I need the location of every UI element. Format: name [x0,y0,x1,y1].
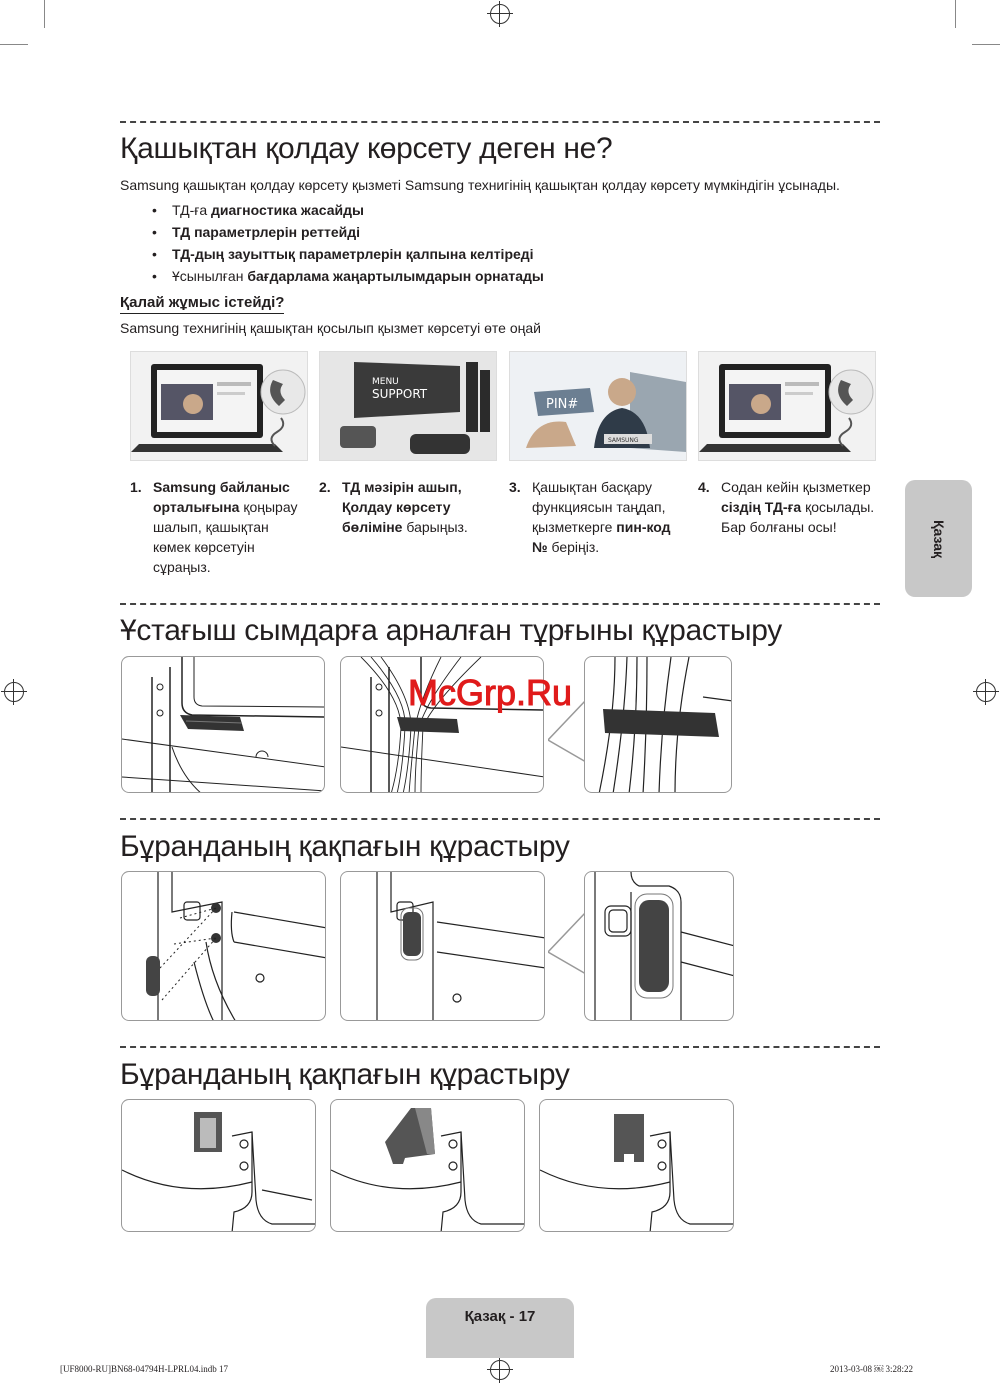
step-4 [698,477,876,577]
zoom-callout [548,912,588,976]
diagram-cable-holder-1 [121,656,325,793]
watermark: McGrp.Ru [408,672,573,713]
date-info: 2013-03-08 ￼ 3:28:22 [830,1364,913,1374]
feature-list-item: • ТД параметрлерін реттейді [152,221,544,243]
language-side-tab [905,480,972,597]
diagram-screw-cover-2 [340,871,545,1021]
page-number-tab [426,1298,574,1358]
feature-list-item: • Ұсынылған бағдарлама жаңартылымдарын орнатады [152,265,544,287]
step-2 [319,477,497,577]
side-tab-label: Қазақ [930,519,947,558]
registration-mark-right [976,682,996,702]
page-number: Қазақ - 17 [464,1308,536,1325]
crop-mark [955,0,956,28]
crop-mark [0,44,28,45]
section-title-remote-support: Қашықтан қолдау көрсету деген не? [120,132,613,165]
diagram-stand-cover-3 [539,1099,734,1232]
step-3 [509,477,687,577]
diagram-screw-cover-zoom [584,871,734,1021]
step-text: Қашықтан басқару функциясын таңдап, қызметкерге пин-код № беріңіз. [532,479,671,555]
registration-mark-bottom [490,1360,510,1380]
step-number: 1. [130,479,142,495]
photo-laptop-phone-connected [698,351,876,461]
crop-mark [972,44,1000,45]
step-text: Содан кейін қызметкер сіздің ТД-ға қосылады. Бар болғаны осы! [721,479,875,535]
photo-laptop-phone [130,351,308,461]
bullet-icon: • [152,224,157,240]
bullet-icon: • [152,246,157,262]
section-title-cable-holder: Ұстағыш сымдарға арналған тұрғыны құрастыру [120,614,782,647]
registration-mark-left [4,682,24,702]
diagram-cable-holder-zoom [584,656,732,793]
section-title-screw-cover-1: Бұранданың қақпағын құрастыру [120,830,570,863]
support-label: SUPPORT [372,387,428,401]
section-divider [120,1046,880,1048]
step-number: 2. [319,479,331,495]
crop-mark [44,0,45,28]
file-info: [UF8000-RU]BN68-04794H-LPRL04.indb 17 [60,1364,228,1374]
diagram-stand-cover-2 [330,1099,525,1232]
photo-menu-support [319,351,497,461]
feature-list [152,199,544,287]
photo-pin-agent [509,351,687,461]
bullet-icon: • [152,268,157,284]
intro-text: Samsung қашықтан қолдау көрсету қызметі Samsung технигінің қашықтан қолдау көрсету мүмкіндігін ұсынады. [120,177,840,193]
step-text: Samsung байланыс орталығына қоңырау шалып, қашықтан көмек көрсетуін сұраңыз. [153,479,298,575]
section-title-screw-cover-2: Бұранданың қақпағын құрастыру [120,1058,570,1091]
section-divider [120,121,880,123]
feature-list-item: • ТД-дың зауыттық параметрлерін қалпына келтіреді [152,243,544,265]
registration-mark-top [490,4,510,24]
section-divider [120,603,880,605]
step-number: 4. [698,479,710,495]
feature-list-item: • ТД-ға диагностика жасайды [152,199,544,221]
brand-label: SAMSUNG [608,437,639,444]
how-it-works-heading: Қалай жұмыс істейді? [120,294,284,314]
step-number: 3. [509,479,521,495]
diagram-screw-cover-1 [121,871,326,1021]
step-1 [130,477,308,577]
pin-label: PIN# [546,397,579,412]
how-it-works-text: Samsung технигінің қашықтан қосылып қызмет көрсетуі өте оңай [120,320,541,336]
section-divider [120,818,880,820]
bullet-icon: • [152,202,157,218]
step-text: ТД мәзірін ашып, Қолдау көрсету бөліміне барыңыз. [342,479,468,535]
menu-label: MENU [372,377,399,387]
diagram-stand-cover-1 [121,1099,316,1232]
